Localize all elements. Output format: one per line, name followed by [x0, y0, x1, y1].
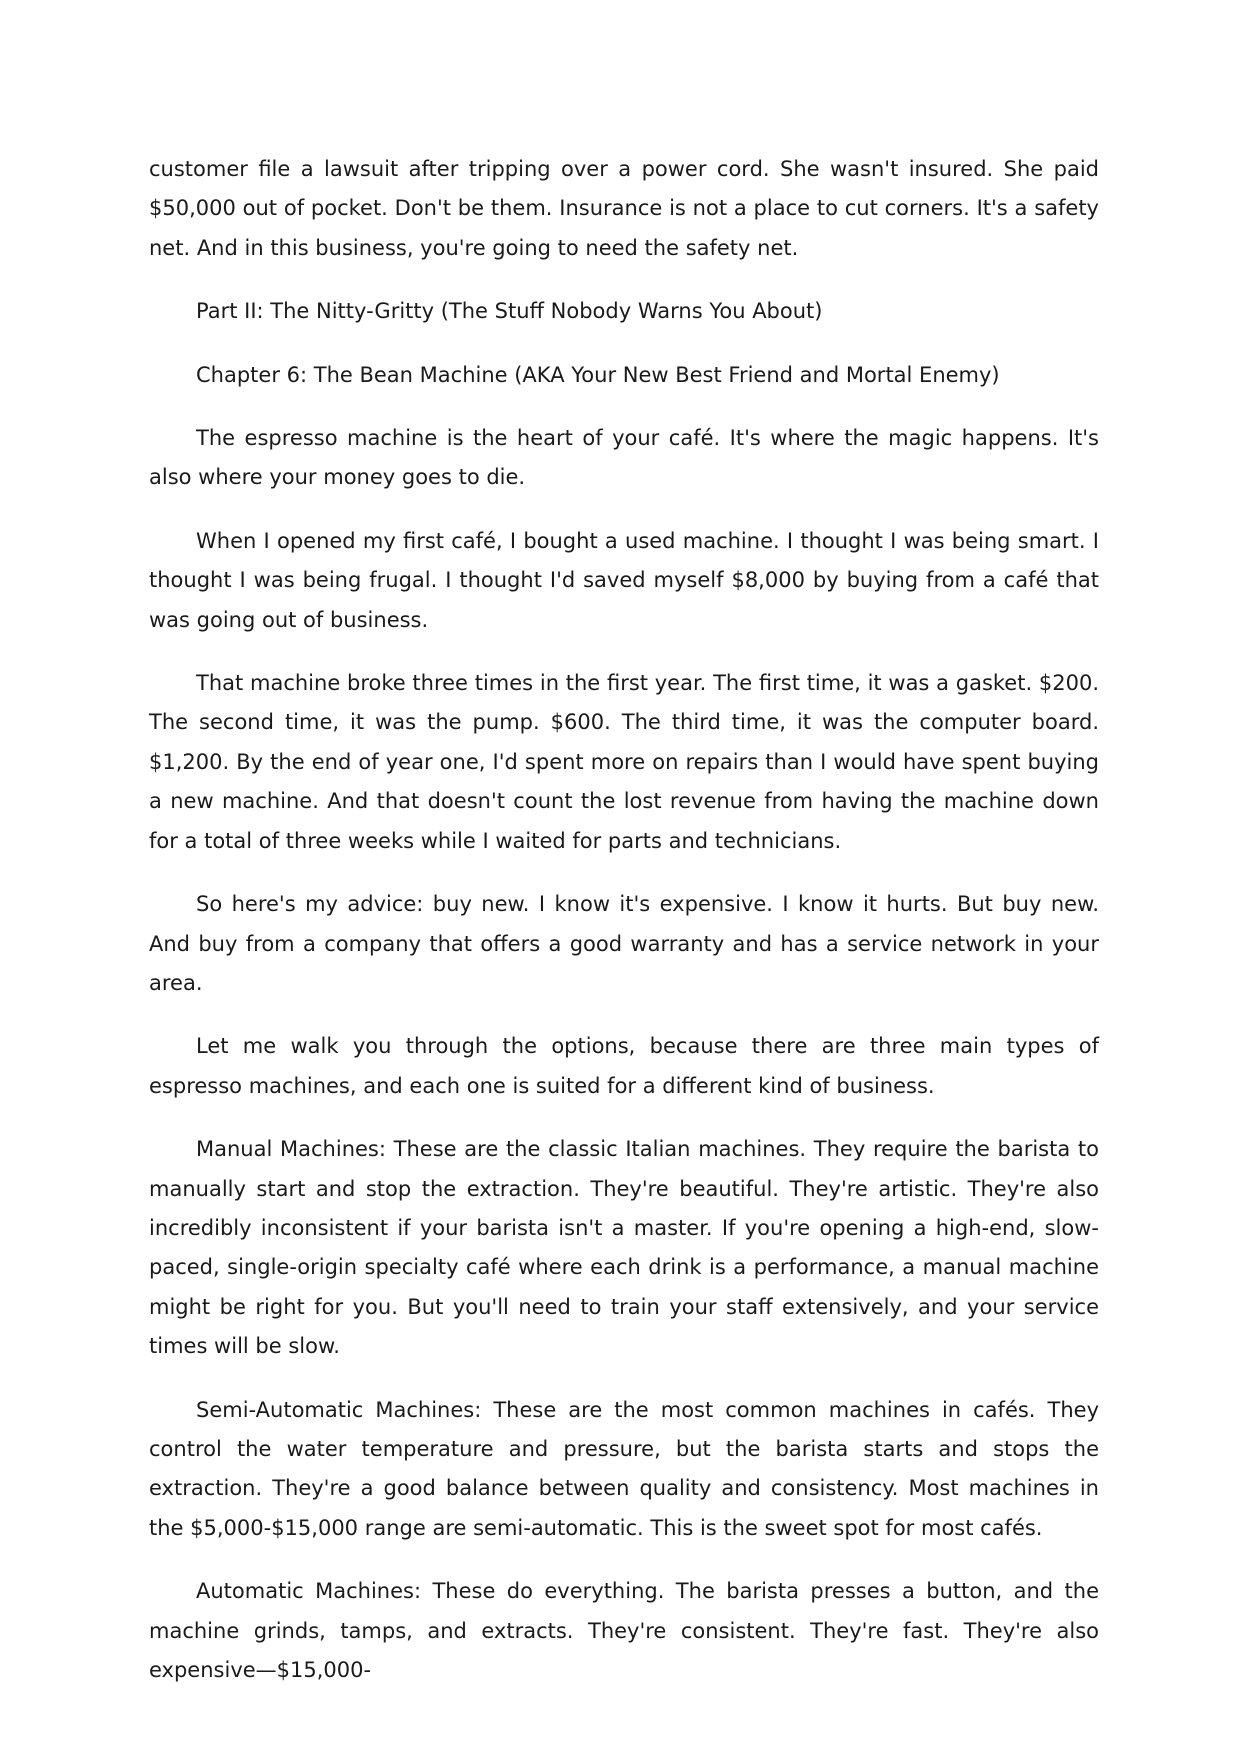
paragraph-semi-automatic-machines: Semi-Automatic Machines: These are the most common machines in cafés. They control the water temperature and pressure, but the barista starts and stops the extraction. They're a good balance between quality and consistency. Most machines in the $5,000-$15,000 range are semi-automatic. This is the sweet spot for most cafés. — [149, 1397, 1099, 1540]
paragraph-advice: So here's my advice: buy new. I know it's expensive. I know it hurts. But buy new. And buy from a company that offers a good warranty and has a service network in your area. — [149, 892, 1099, 995]
paragraph-used-machine: When I opened my first café, I bought a used machine. I thought I was being smart. I thought I was being frugal. I thought I'd saved myself $8,000 by buying from a café that was going out of business. — [149, 528, 1099, 632]
paragraph-espresso-heart: The espresso machine is the heart of your café. It's where the magic happens. It's also where your money goes to die. — [149, 426, 1099, 490]
paragraph-options-intro: Let me walk you through the options, because there are three main types of espresso machines, and each one is suited for a different kind of business. — [149, 1034, 1099, 1098]
paragraph-insurance-continuation: customer file a lawsuit after tripping over a power cord. She wasn't insured. She paid $50,000 out of pocket. Don't be them. Insurance is not a place to cut corners. It's a safety net. And in this business, you're going to need the safety net. — [149, 157, 1099, 260]
paragraph-manual-machines: Manual Machines: These are the classic Italian machines. They require the barista to manually start and stop the extraction. They're beautiful. They're artistic. They're also incredibly inconsistent if your barista isn't a master. If you're opening a high-end, slow-paced, single-origin specialty café where each drink is a performance, a manual machine might be right for you. But you'll need to train your staff extensively, and your service times will be slow. — [149, 1137, 1099, 1359]
paragraph-machine-broke: That machine broke three times in the first year. The first time, it was a gasket. $200. The second time, it was the pump. $600. The third time, it was the computer board. $1,200. By the end of year one, I'd spent more on repairs than I would have spent buying a new machine. And that doesn't count the lost revenue from having the machine down for a total of three weeks while I waited for parts and technicians. — [149, 671, 1099, 853]
paragraph-automatic-machines: Automatic Machines: These do everything. The barista presses a button, and the machine grinds, tamps, and extracts. They're consistent. They're fast. They're also expensive—$15,000- — [149, 1579, 1099, 1682]
chapter-heading: Chapter 6: The Bean Machine (AKA Your New Best Friend and Mortal Enemy) — [196, 362, 1000, 387]
part-heading: Part II: The Nitty-Gritty (The Stuff Nobody Warns You About) — [196, 299, 823, 324]
body-text — [149, 150, 1099, 1690]
